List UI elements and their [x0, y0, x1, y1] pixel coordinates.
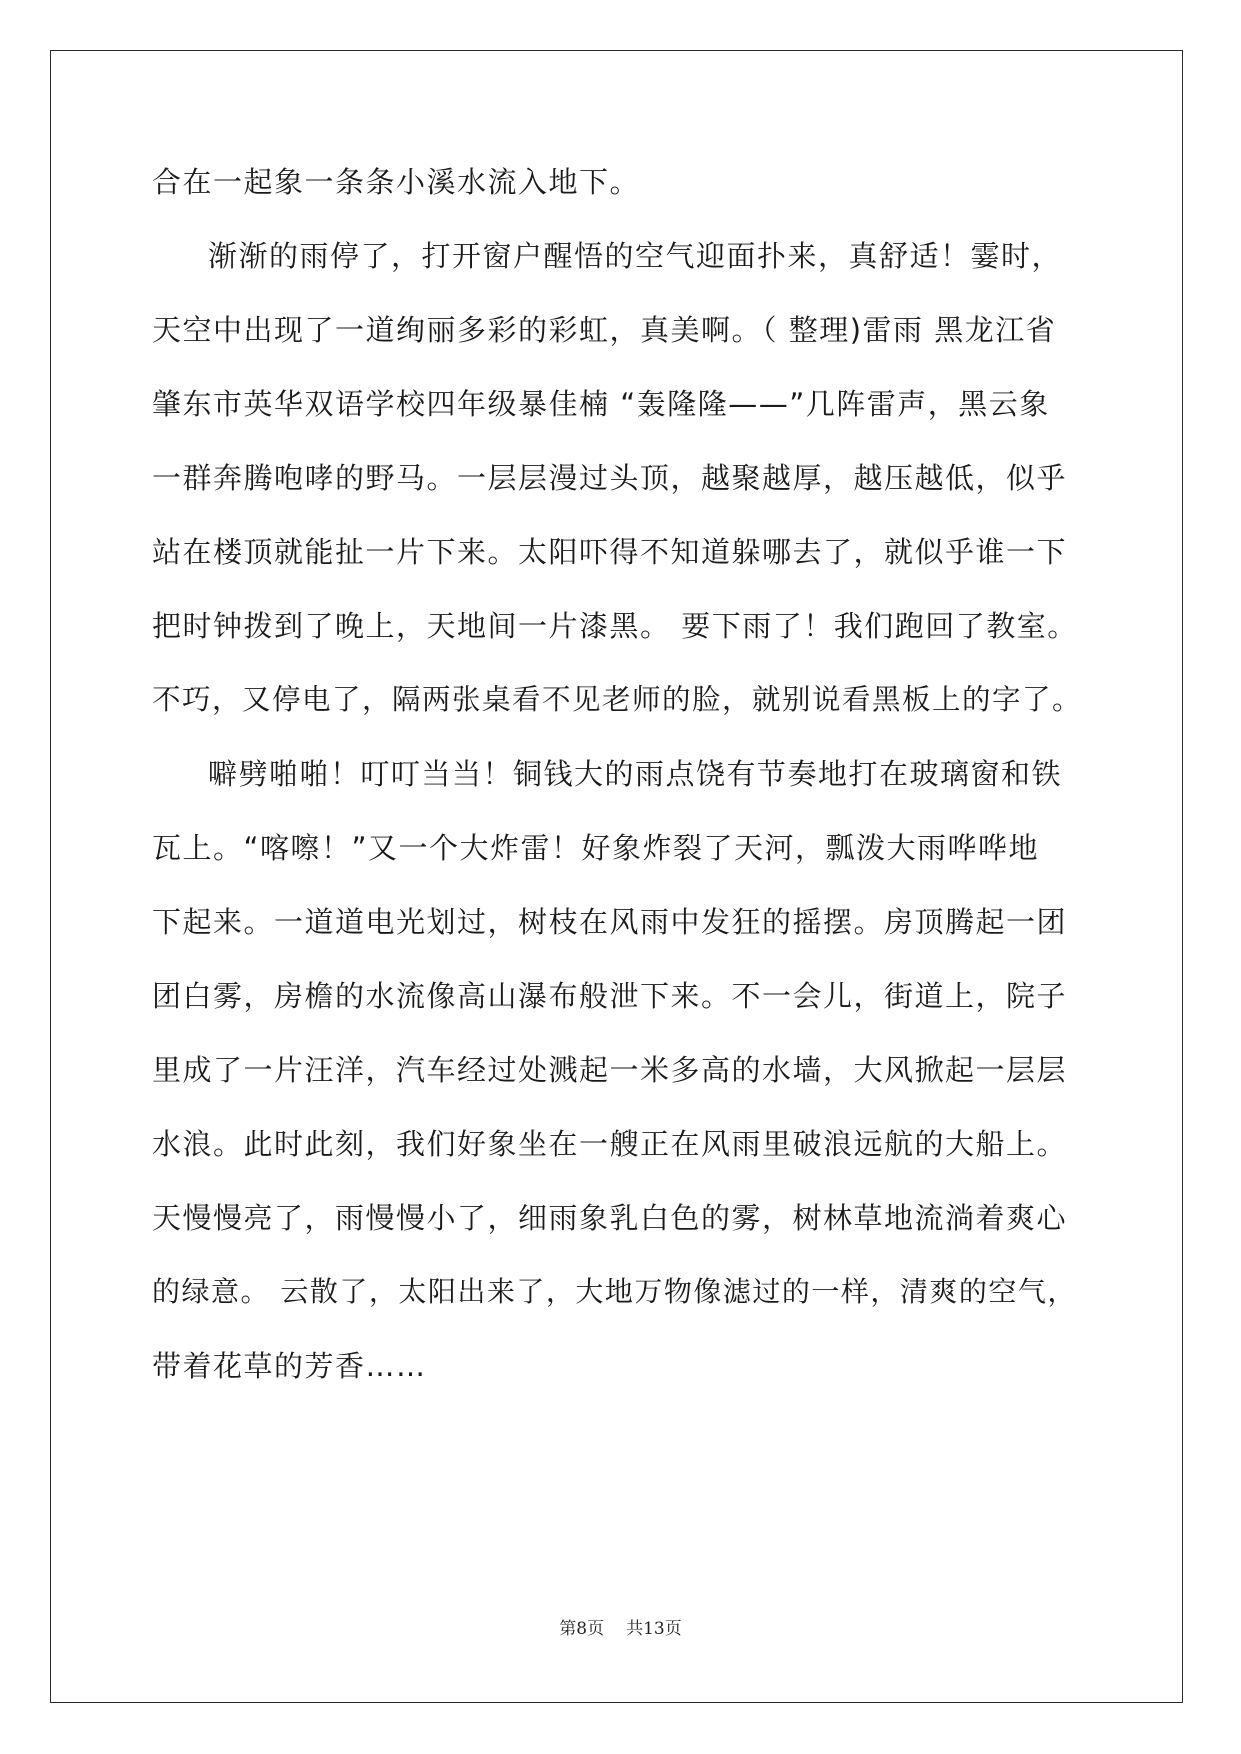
text-line: 不巧，又停电了，隔两张桌看不见老师的脸，就别说看黑板上的字了。	[152, 683, 1083, 716]
paragraph-first-line: 渐渐的雨停了，打开窗户醒悟的空气迎面扑来，真舒适！霎时，	[208, 239, 1063, 273]
text-line: 天慢慢亮了，雨慢慢小了，细雨象乳白色的雾，树林草地流淌着爽心	[152, 1201, 1068, 1235]
text-line: 带着花草的芳香……	[152, 1349, 427, 1383]
paragraph-first-line: 噼劈啪啪！叮叮当当！铜钱大的雨点饶有节奏地打在玻璃窗和铁	[208, 757, 1063, 791]
text-line: 里成了一片汪洋，汽车经过处溅起一米多高的水墙，大风掀起一层层	[152, 1053, 1068, 1087]
text-line: 瓦上。“喀嚓！”又一个大炸雷！好象炸裂了天河，瓢泼大雨哗哗地	[152, 831, 1040, 865]
text-line: 肇东市英华双语学校四年级暴佳楠 “轰隆隆——”几阵雷声，黑云象	[152, 387, 1050, 421]
text-line: 天空中出现了一道绚丽多彩的彩虹，真美啊。（ 整理)雷雨 黑龙江省	[152, 313, 1057, 347]
page-number: 第8页	[559, 1619, 605, 1639]
text-line: 一群奔腾咆哮的野马。一层层漫过头顶，越聚越厚，越压越低，似乎	[152, 461, 1068, 495]
text-line: 团白雾，房檐的水流像高山瀑布般泄下来。不一会儿，街道上，院子	[152, 979, 1068, 1013]
text-line: 下起来。一道道电光划过，树枝在风雨中发狂的摇摆。房顶腾起一团	[152, 905, 1068, 939]
page-border	[50, 50, 1183, 1703]
text-line: 合在一起象一条条小溪水流入地下。	[152, 165, 641, 199]
page-footer	[0, 1614, 1241, 1639]
text-line: 的绿意。 云散了，太阳出来了，大地万物像滤过的一样，清爽的空气，	[152, 1275, 1077, 1308]
text-line: 站在楼顶就能扯一片下来。太阳吓得不知道躲哪去了，就似乎谁一下	[152, 535, 1068, 569]
text-line: 水浪。此时此刻，我们好象坐在一艘正在风雨里破浪远航的大船上。	[152, 1127, 1068, 1161]
text-line: 把时钟拨到了晚上，天地间一片漆黑。 要下雨了！我们跑回了教室。	[152, 609, 1078, 643]
page-total: 共13页	[626, 1619, 682, 1639]
